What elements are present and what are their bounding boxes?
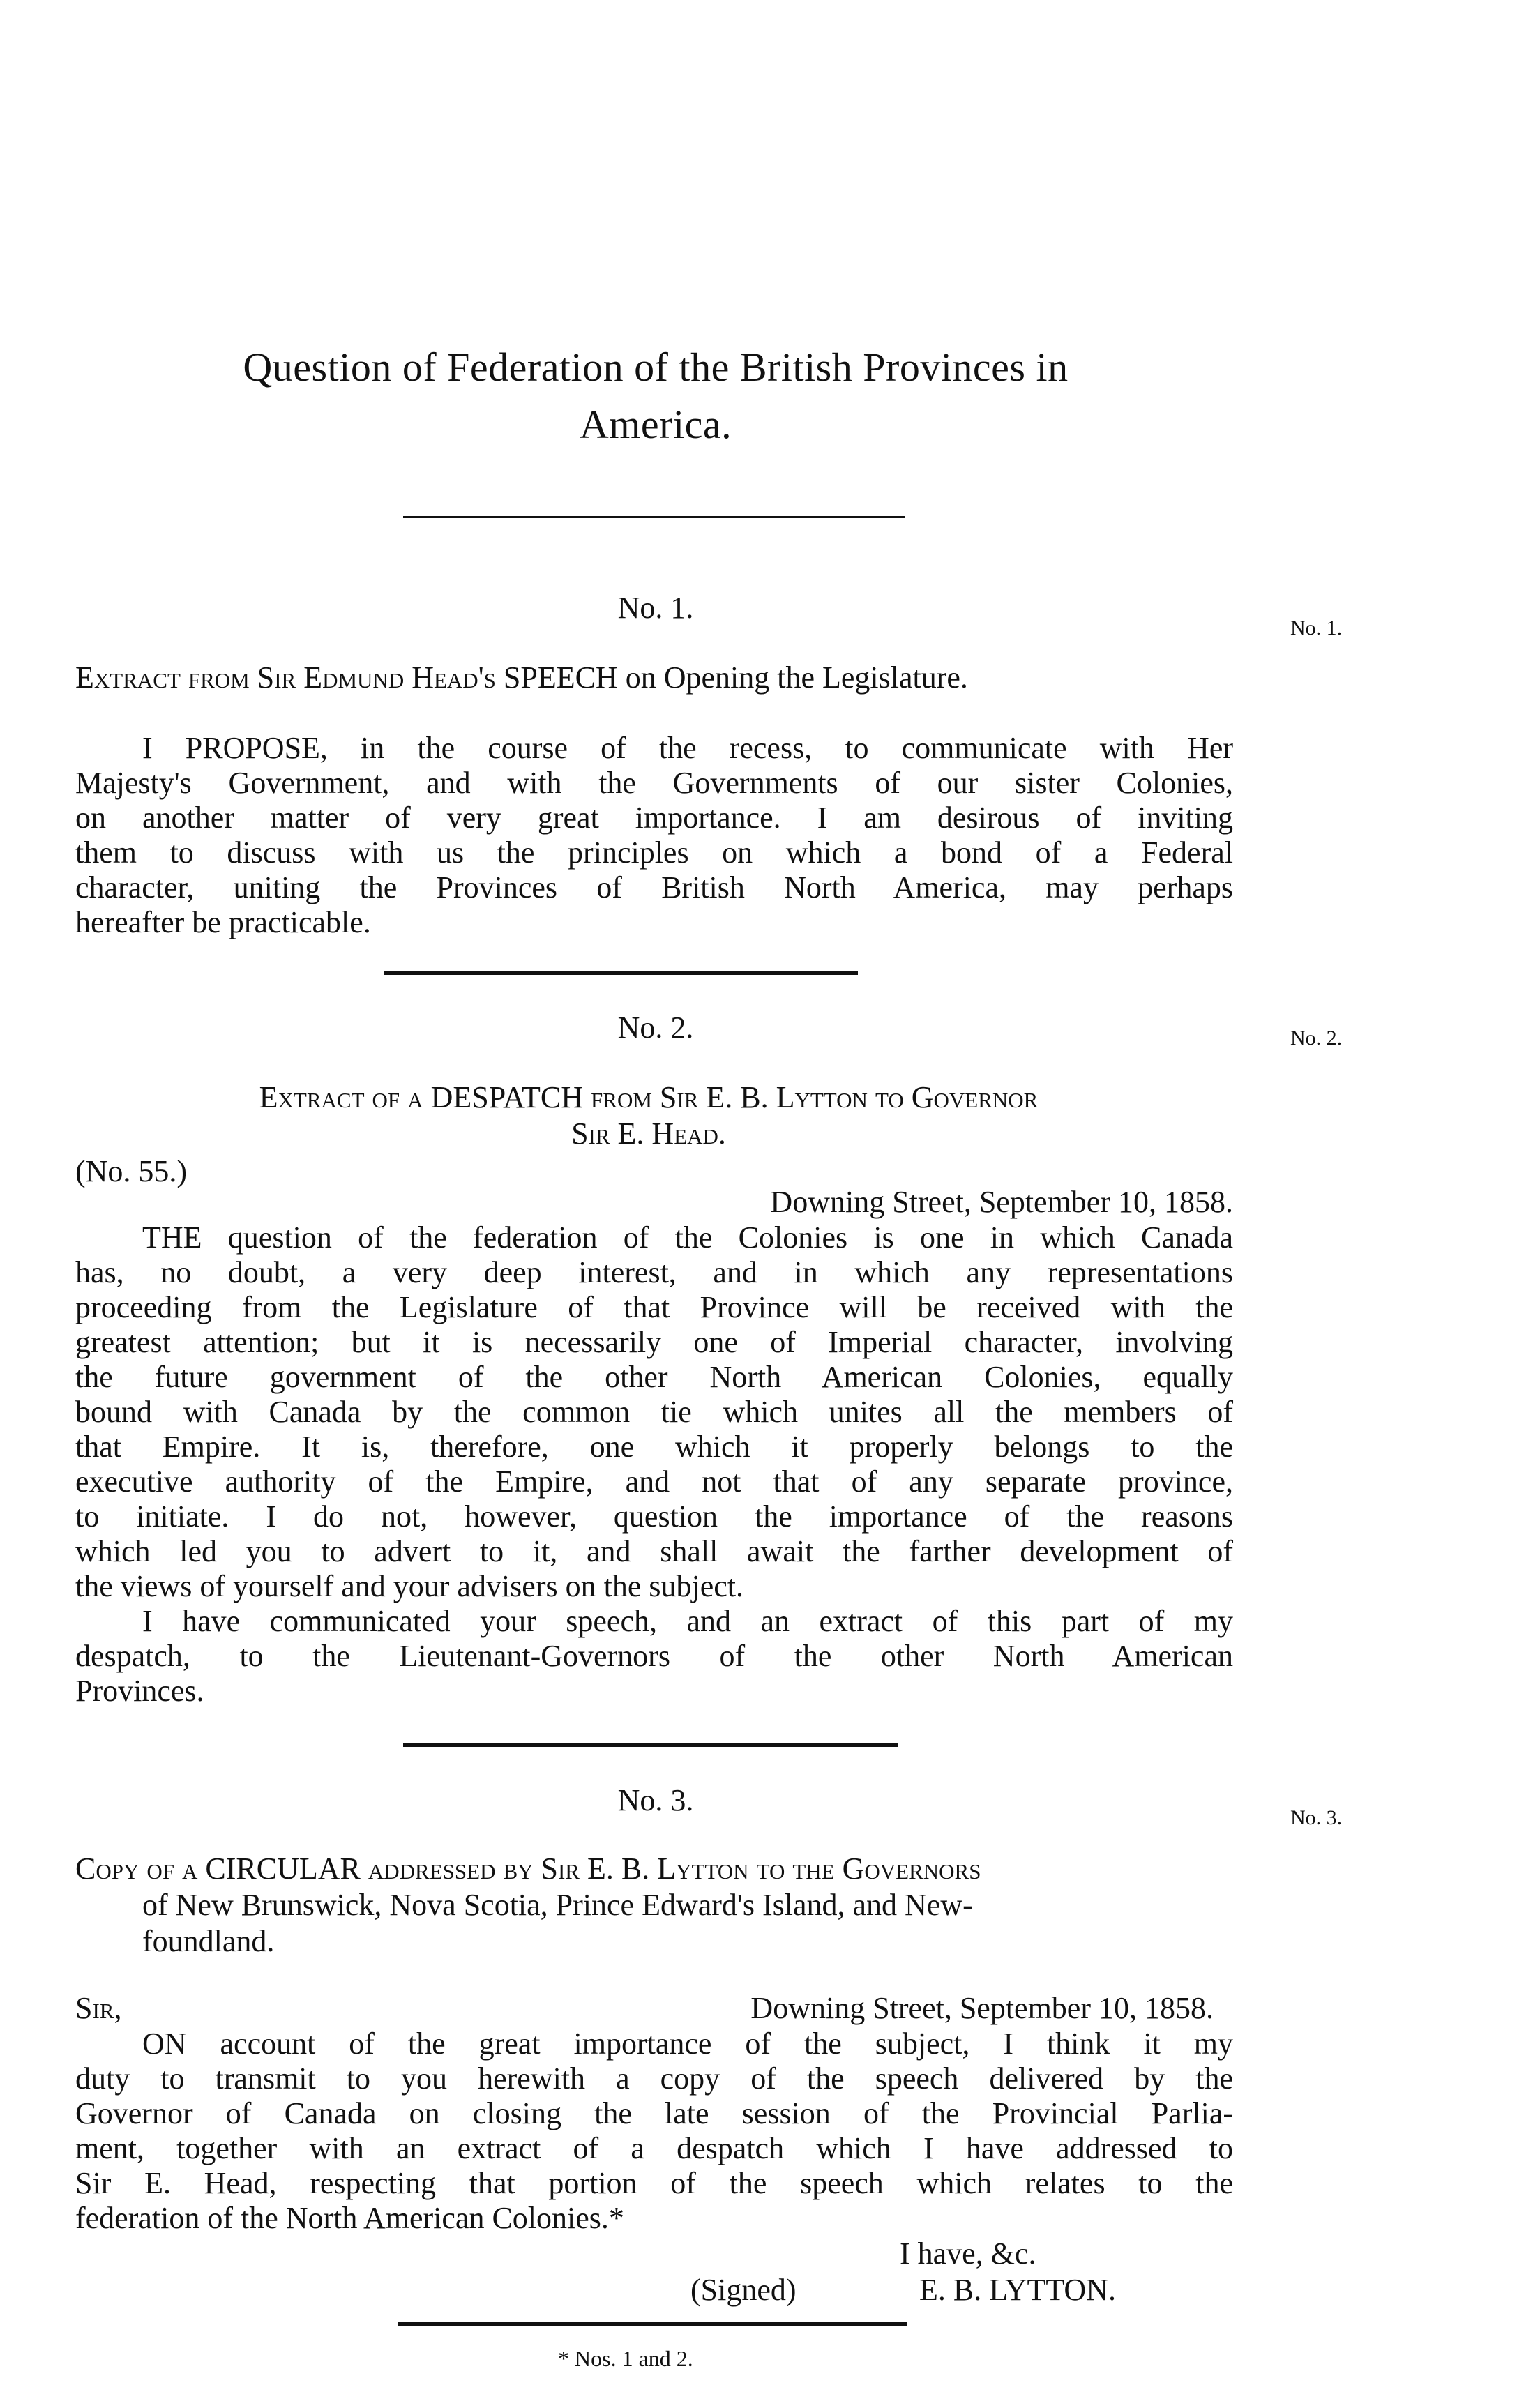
section-3-salutation: Sir, [75, 1991, 122, 2025]
footnote: * Nos. 1 and 2. [558, 2346, 693, 2371]
section-1-line-3: on another matter of very great importance. I am desirous of inviting [75, 801, 1233, 835]
section-3-heading [75, 1851, 1233, 1960]
section-3-line-4: ment, together with an extract of a despatch which I have addressed to [75, 2131, 1233, 2165]
section-2-place-date: Downing Street, September 10, 1858. [770, 1185, 1233, 1219]
section-3-margin-number: No. 3. [1290, 1806, 1343, 1829]
section-1-rule [384, 971, 858, 975]
section-2-line-9: to initiate. I do not, however, question the importance of the reasons [75, 1499, 1233, 1534]
section-2-heading-caps: DESPATCH [430, 1080, 584, 1114]
section-3-heading-tail: addressed by Sir E. B. Lytton to the Governors [368, 1852, 981, 1886]
section-3-line-1: ON account of the great importance of the subject, I think it my [142, 2027, 1233, 2061]
section-2-paragraph [75, 1220, 1233, 1709]
section-1-line-2: Majesty's Government, and with the Governments of our sister Colonies, [75, 766, 1233, 800]
section-3-heading-caps: CIRCULAR [205, 1852, 361, 1886]
section-3-heading-line-3: foundland. [142, 1924, 275, 1958]
section-3-place-date: Downing Street, September 10, 1858. [750, 1991, 1214, 2025]
section-2-line-12: I have communicated your speech, and an extract of this part of my [142, 1604, 1233, 1638]
section-2-heading-lead: Extract of a [259, 1080, 423, 1114]
section-3-signature: E. B. LYTTON. [919, 2273, 1116, 2307]
section-1-margin-number: No. 1. [1290, 616, 1343, 639]
section-2-reference: (No. 55.) [75, 1154, 188, 1188]
section-2-line-11: the views of yourself and your advisers on the subject. [75, 1569, 743, 1603]
section-1-line-6: hereafter be practicable. [75, 905, 371, 939]
document-title [91, 339, 1221, 453]
section-3-heading-line-2: of New Brunswick, Nova Scotia, Prince Edward's Island, and New- [142, 1888, 973, 1922]
section-3-line-3: Governor of Canada on closing the late session of the Provincial Parlia- [75, 2096, 1233, 2130]
section-1-line-4: them to discuss with us the principles on which a bond of a Federal [75, 835, 1233, 870]
section-3-signed-label: (Signed) [690, 2273, 797, 2307]
section-2-line-8: executive authority of the Empire, and not that of any separate province, [75, 1464, 1233, 1499]
section-2-number: No. 2. [617, 1010, 694, 1045]
section-2-line-14: Provinces. [75, 1674, 204, 1708]
section-1-heading [75, 660, 1233, 696]
section-3-line-2: duty to transmit to you herewith a copy of the speech delivered by the [75, 2061, 1233, 2096]
section-3-heading-lead: Copy of a [75, 1852, 198, 1886]
section-1-heading-caps: SPEECH [503, 660, 618, 695]
section-1-paragraph [75, 731, 1233, 940]
title-rule [403, 516, 905, 518]
section-2-heading-line-1 [126, 1080, 1172, 1116]
section-3-line-6: federation of the North American Colonies.* [75, 2201, 624, 2235]
section-2-line-10: which led you to advert to it, and shall await the farther development of [75, 1534, 1233, 1568]
section-2-margin-number: No. 2. [1290, 1027, 1343, 1050]
section-1-heading-lead: Extract from Sir Edmund Head's [75, 660, 496, 695]
section-2-line-5: the future government of the other North American Colonies, equally [75, 1360, 1233, 1394]
section-2-heading-line-2: Sir E. Head. [571, 1116, 726, 1151]
section-1-number: No. 1. [617, 591, 694, 625]
section-1-heading-tail: on Opening the Legislature. [625, 660, 968, 695]
section-3-paragraph [75, 2027, 1233, 2236]
section-2-line-6: bound with Canada by the common tie which unites all the members of [75, 1395, 1233, 1429]
section-3-closing: I have, &c. [900, 2236, 1036, 2271]
section-3-heading-line-1 [75, 1851, 1233, 1887]
section-2-line-3: proceeding from the Legislature of that Province will be received with the [75, 1290, 1233, 1324]
section-2-line-13: despatch, to the Lieutenant-Governors of the other North American [75, 1639, 1233, 1673]
section-2-line-4: greatest attention; but it is necessarily one of Imperial character, involving [75, 1325, 1233, 1359]
section-2-heading [126, 1080, 1172, 1152]
section-2-rule [403, 1743, 898, 1747]
title-line-1: Question of Federation of the British Provinces in [243, 344, 1069, 390]
title-line-2: America. [579, 402, 732, 447]
section-1-line-1: I PROPOSE, in the course of the recess, to communicate with Her [142, 731, 1233, 765]
section-3-line-5: Sir E. Head, respecting that portion of the speech which relates to the [75, 2166, 1233, 2200]
section-2-heading-tail: from Sir E. B. Lytton to Governor [591, 1080, 1039, 1114]
section-1-line-5: character, uniting the Provinces of British North America, may perhaps [75, 870, 1233, 904]
footnote-rule [398, 2322, 907, 2326]
section-2-line-7: that Empire. It is, therefore, one which it properly belongs to the [75, 1430, 1233, 1464]
section-3-number: No. 3. [617, 1783, 694, 1817]
section-2-line-1: THE question of the federation of the Colonies is one in which Canada [142, 1220, 1233, 1255]
section-2-line-2: has, no doubt, a very deep interest, and in which any representations [75, 1255, 1233, 1289]
